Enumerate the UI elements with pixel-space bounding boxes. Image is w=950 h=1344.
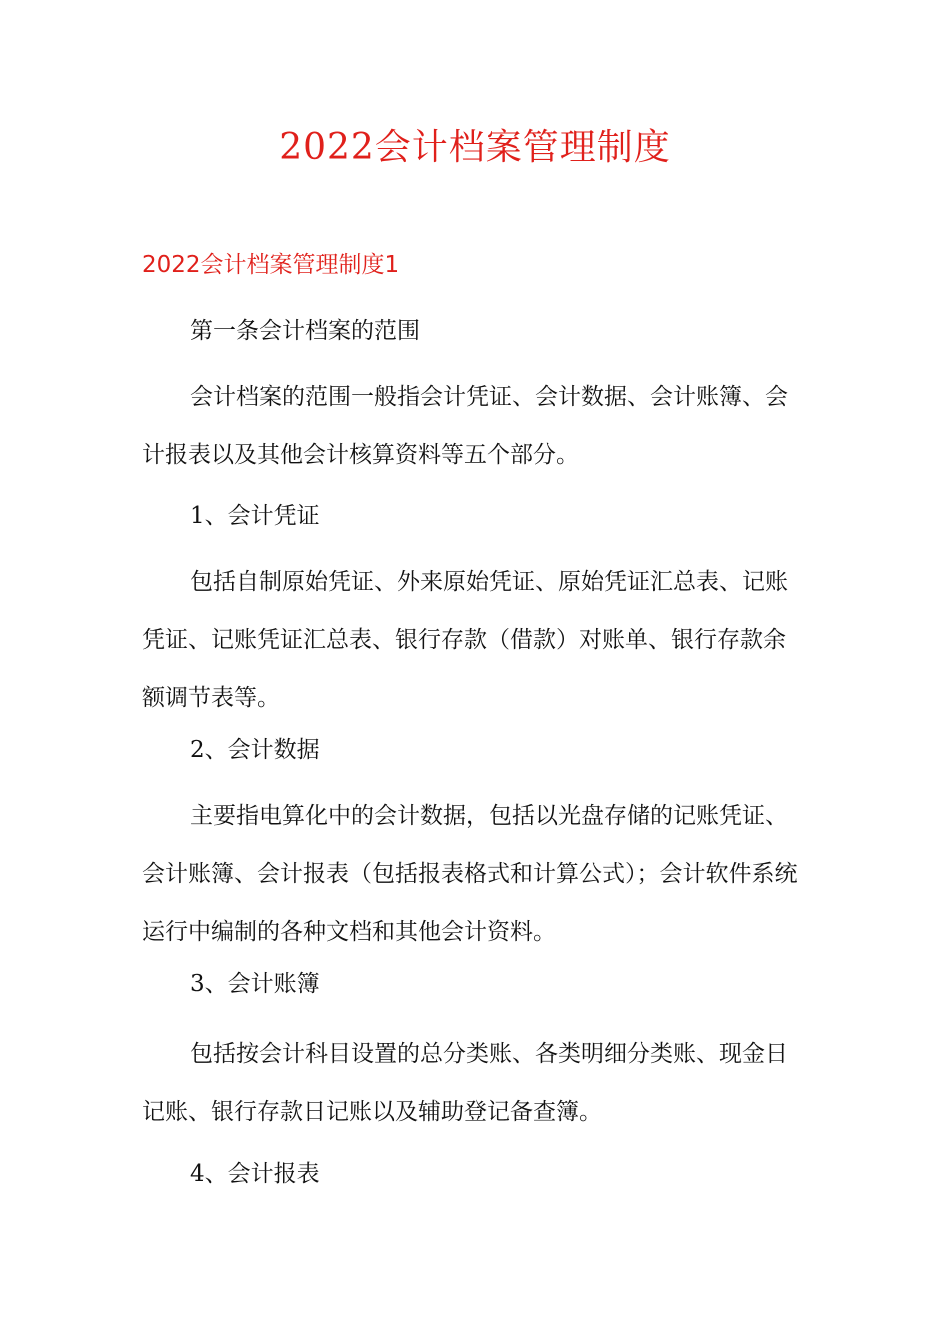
subheading-data: 2、会计数据 <box>190 737 320 763</box>
section-heading: 2022会计档案管理制度1 <box>142 252 400 278</box>
paragraph-vouchers: 包括自制原始凭证、外来原始凭证、原始凭证汇总表、记账凭证、记账凭证汇总表、银行存款（借款）对账单、银行存款余额调节表等。 <box>142 569 788 711</box>
paragraph-ledgers: 包括按会计科目设置的总分类账、各类明细分类账、现金日记账、银行存款日记账以及辅助登记备查簿。 <box>142 1041 788 1125</box>
paragraph-scope: 会计档案的范围一般指会计凭证、会计数据、会计账簿、会计报表以及其他会计核算资料等五个部分。 <box>142 384 788 468</box>
paragraph-data: 主要指电算化中的会计数据，包括以光盘存储的记账凭证、会计账簿、会计报表（包括报表格式和计算公式）；会计软件系统运行中编制的各种文档和其他会计资料。 <box>142 803 798 945</box>
article-heading: 第一条会计档案的范围 <box>190 318 420 344</box>
subheading-reports: 4、会计报表 <box>190 1161 320 1187</box>
subheading-vouchers: 1、会计凭证 <box>190 503 320 529</box>
document-title: 2022会计档案管理制度 <box>279 127 671 168</box>
subheading-ledgers: 3、会计账簿 <box>190 971 320 997</box>
